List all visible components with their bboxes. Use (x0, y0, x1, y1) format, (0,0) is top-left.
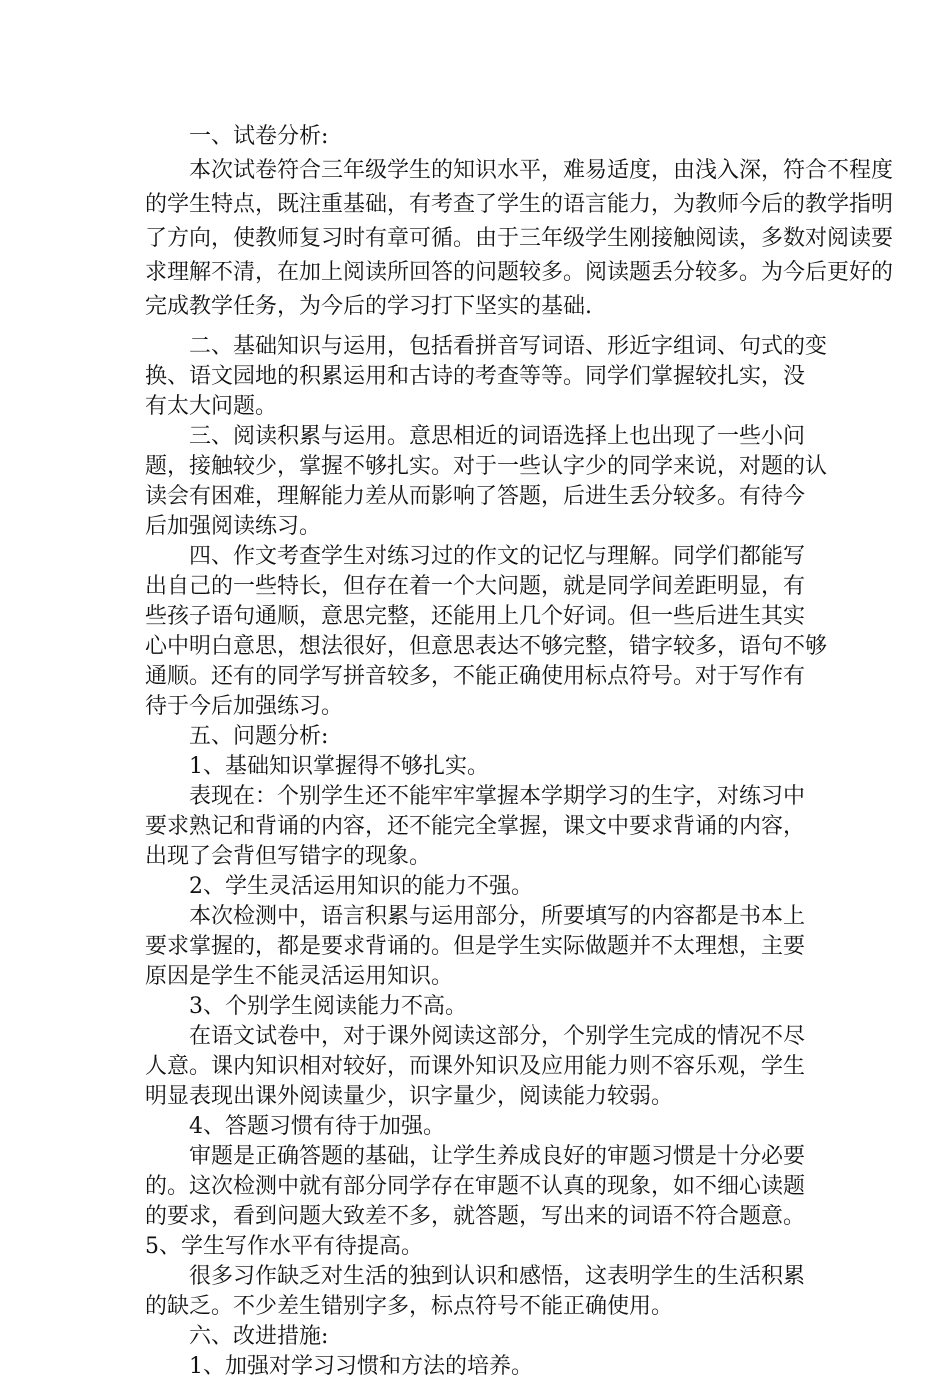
text-line: 题，接触较少，掌握不够扎实。对于一些认字少的同学来说，对题的认 (145, 454, 828, 479)
text-line: 待于今后加强练习。 (145, 694, 344, 719)
text-line: 4、答题习惯有待于加强。 (189, 1114, 445, 1139)
text-line: 审题是正确答题的基础，让学生养成良好的审题习惯是十分必要 (189, 1144, 806, 1169)
text-line: 3、个别学生阅读能力不高。 (189, 994, 467, 1019)
text-line: 原因是学生不能灵活运用知识。 (145, 964, 454, 989)
text-line: 表现在：个别学生还不能牢牢掌握本学期学习的生字，对练习中 (189, 784, 806, 809)
text-line: 5、学生写作水平有待提高。 (145, 1234, 423, 1259)
text-line: 换、语文园地的积累运用和古诗的考查等等。同学们掌握较扎实，没 (145, 364, 806, 389)
text-line: 2、学生灵活运用知识的能力不强。 (189, 874, 533, 899)
text-line: 的缺乏。不少差生错别字多，标点符号不能正确使用。 (145, 1294, 674, 1319)
text-line: 读会有困难，理解能力差从而影响了答题，后进生丢分较多。有待今 (145, 484, 806, 509)
text-line: 要求熟记和背诵的内容，还不能完全掌握，课文中要求背诵的内容， (145, 814, 806, 839)
text-line: 本次试卷符合三年级学生的知识水平，难易适度，由浅入深，符合不程度 (189, 158, 894, 183)
text-line: 的要求，看到问题大致差不多，就答题，写出来的词语不符合题意。 (145, 1204, 806, 1229)
text-line: 心中明白意思，想法很好，但意思表达不够完整，错字较多，语句不够 (145, 634, 828, 659)
text-line: 很多习作缺乏对生活的独到认识和感悟，这表明学生的生活积累 (189, 1264, 806, 1289)
text-line: 1、加强对学习习惯和方法的培养。 (189, 1354, 533, 1379)
text-line: 求理解不清，在加上阅读所回答的问题较多。阅读题丢分较多。为今后更好的 (145, 260, 894, 285)
text-line: 明显表现出课外阅读量少，识字量少，阅读能力较弱。 (145, 1084, 674, 1109)
analysis-body-section (145, 332, 828, 1382)
text-line: 人意。课内知识相对较好，而课外知识及应用能力则不容乐观，学生 (145, 1054, 806, 1079)
text-line: 在语文试卷中，对于课外阅读这部分，个别学生完成的情况不尽 (189, 1024, 806, 1049)
text-line: 本次检测中，语言积累与运用部分，所要填写的内容都是书本上 (189, 904, 806, 929)
text-line: 有太大问题。 (145, 394, 278, 419)
text-line: 五、问题分析: (189, 724, 329, 749)
text-line: 的学生特点，既注重基础，有考查了学生的语言能力，为教师今后的教学指明 (145, 192, 894, 217)
text-line: 一、试卷分析: (189, 124, 329, 149)
text-line: 些孩子语句通顺，意思完整，还能用上几个好词。但一些后进生其实 (145, 604, 806, 629)
text-line: 的。这次检测中就有部分同学存在审题不认真的现象，如不细心读题 (145, 1174, 806, 1199)
text-line: 后加强阅读练习。 (145, 514, 322, 539)
text-line: 三、阅读积累与运用。意思相近的词语选择上也出现了一些小问 (189, 424, 806, 449)
text-line: 二、基础知识与运用，包括看拼音写词语、形近字组词、句式的变 (189, 334, 828, 359)
exam-analysis-section (145, 120, 894, 324)
text-line: 六、改进措施: (189, 1324, 329, 1349)
text-line: 了方向，使教师复习时有章可循。由于三年级学生刚接触阅读，多数对阅读要 (145, 226, 894, 251)
text-line: 出现了会背但写错字的现象。 (145, 844, 432, 869)
text-line: 1、基础知识掌握得不够扎实。 (189, 754, 489, 779)
text-line: 出自己的一些特长，但存在着一个大问题，就是同学间差距明显，有 (145, 574, 806, 599)
text-line: 要求掌握的，都是要求背诵的。但是学生实际做题并不太理想，主要 (145, 934, 806, 959)
text-line: 通顺。还有的同学写拼音较多，不能正确使用标点符号。对于写作有 (145, 664, 806, 689)
text-line: 完成教学任务，为今后的学习打下坚实的基础. (145, 294, 592, 319)
text-line: 四、作文考查学生对练习过的作文的记忆与理解。同学们都能写 (189, 544, 806, 569)
